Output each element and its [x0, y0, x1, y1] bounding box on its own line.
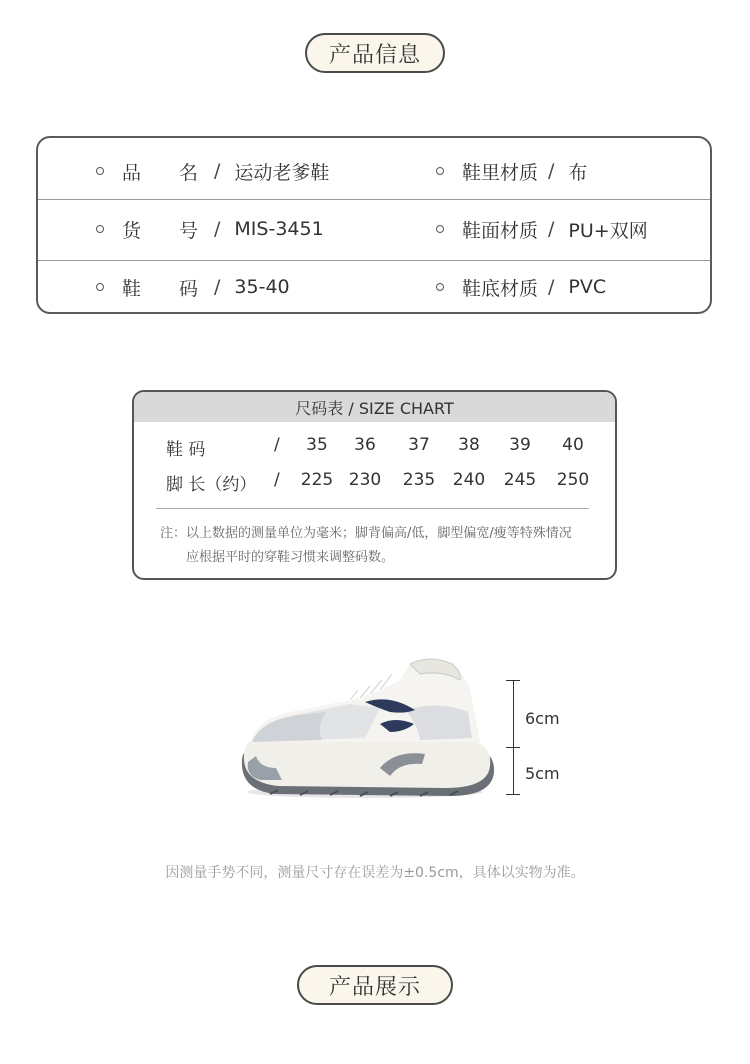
info-label: 货 号: [122, 219, 199, 242]
info-cell-size-range: [96, 274, 290, 301]
separator: /: [548, 160, 555, 182]
size-chart: [132, 390, 617, 580]
separator: /: [548, 218, 555, 240]
measure-tick: [506, 794, 520, 795]
size-cell: 35: [306, 435, 328, 455]
size-cell: 250: [556, 470, 590, 490]
info-cell-upper: [436, 216, 648, 243]
size-cell: 225: [300, 470, 334, 490]
note-text: 应根据平时的穿鞋习惯来调整码数。: [186, 550, 395, 565]
size-cell: 36: [354, 435, 376, 455]
info-label: 品 名: [122, 161, 199, 184]
info-value: MIS-3451: [234, 218, 324, 240]
measure-sole-height: 5cm: [525, 764, 560, 783]
info-value: 布: [568, 161, 588, 184]
bullet-icon: [436, 225, 444, 233]
info-cell-item-no: [96, 216, 324, 243]
separator: /: [274, 435, 280, 455]
measurement-disclaimer: 因测量手势不同，测量尺寸存在误差为±0.5cm，具体以实物为准。: [165, 865, 585, 881]
section-title-product-show: 产品展示: [297, 965, 453, 1005]
separator: /: [548, 276, 555, 298]
size-cell: 40: [562, 435, 584, 455]
bullet-icon: [96, 167, 104, 175]
info-value: PVC: [568, 276, 607, 298]
info-cell-name: [96, 158, 329, 185]
section-title-product-info: 产品信息: [305, 33, 445, 73]
note-text: 以上数据的测量单位为毫米；脚背偏高/低，脚型偏宽/瘦等特殊情况: [186, 526, 572, 541]
size-cell: 245: [503, 470, 537, 490]
measure-line: [513, 680, 514, 794]
info-label: 鞋里材质: [462, 161, 539, 184]
sneaker-illustration: [230, 650, 530, 810]
bullet-icon: [436, 283, 444, 291]
product-info-table: [36, 136, 712, 314]
info-cell-lining: [436, 158, 587, 185]
info-row: [38, 258, 710, 316]
bullet-icon: [436, 167, 444, 175]
measure-tick: [506, 680, 520, 681]
info-row: [38, 200, 710, 258]
separator: /: [214, 218, 221, 240]
size-row-label: 脚 长（约）: [166, 475, 257, 495]
size-chart-note: [160, 522, 600, 570]
shoe-image: [230, 650, 530, 810]
separator: /: [214, 160, 221, 182]
size-cell: 38: [458, 435, 480, 455]
bullet-icon: [96, 225, 104, 233]
info-label: 鞋底材质: [462, 277, 539, 300]
size-cell: 230: [348, 470, 382, 490]
info-cell-sole: [436, 274, 606, 301]
size-cell: 240: [452, 470, 486, 490]
size-cell: 235: [402, 470, 436, 490]
info-row: [38, 142, 710, 200]
separator: /: [214, 276, 221, 298]
measure-tick: [506, 747, 520, 748]
bullet-icon: [96, 283, 104, 291]
size-row-label: 鞋 码: [166, 440, 206, 460]
info-value: PU+双网: [568, 219, 648, 242]
note-prefix: 注：: [160, 526, 187, 541]
size-cell: 37: [408, 435, 430, 455]
info-label: 鞋 码: [122, 277, 199, 300]
size-chart-title: 尺码表 / SIZE CHART: [134, 392, 615, 422]
info-value: 运动老爹鞋: [234, 161, 330, 184]
measure-upper-height: 6cm: [525, 709, 560, 728]
size-row-foot-length: [134, 467, 615, 495]
info-value: 35-40: [234, 276, 290, 298]
info-label: 鞋面材质: [462, 219, 539, 242]
separator: /: [274, 470, 280, 490]
size-row-shoe-size: [134, 432, 615, 460]
size-cell: 39: [509, 435, 531, 455]
size-chart-divider: [156, 508, 589, 509]
